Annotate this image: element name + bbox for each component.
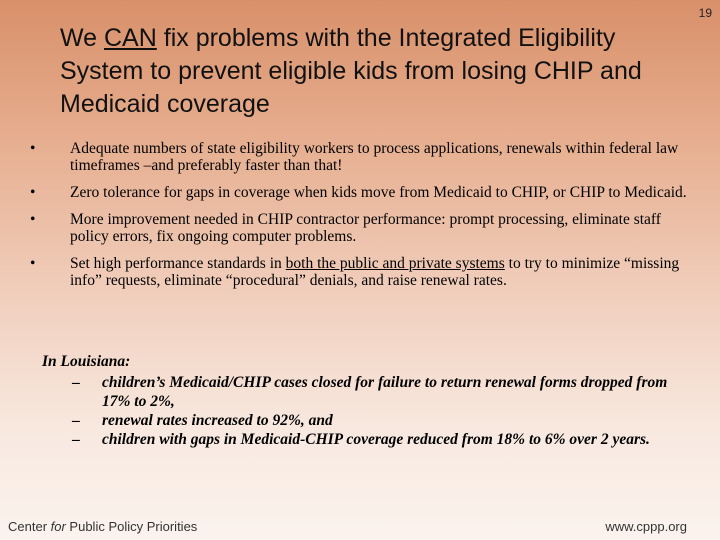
- title-part-2: fix problems with the Integrated Eligibility System to prevent eligible kids from losing CHIP and Medicaid coverage: [60, 24, 642, 118]
- title-emphasis: CAN: [104, 24, 157, 52]
- bullet-text: More improvement needed in CHIP contractor performance: prompt processing, eliminate staff policy errors, fix ongoing computer problems.: [70, 211, 661, 245]
- bullet-item: [28, 255, 688, 289]
- bullet-text-before: Set high performance standards in: [70, 255, 286, 272]
- bullet-text: Zero tolerance for gaps in coverage when kids move from Medicaid to CHIP, or CHIP to Medicaid.: [70, 184, 687, 201]
- bullet-text: [70, 255, 679, 289]
- footer-org-suffix: Public Policy Priorities: [65, 519, 198, 534]
- louisiana-list: [42, 373, 692, 449]
- louisiana-item-text: renewal rates increased to 92%, and: [102, 412, 333, 429]
- bullet-item: [28, 140, 688, 174]
- slide-title: [60, 22, 680, 121]
- page-number: 19: [698, 6, 712, 20]
- bullet-dot: •: [30, 184, 36, 201]
- bullet-dot: •: [30, 140, 36, 157]
- footer-organization: [8, 519, 197, 534]
- louisiana-heading: In Louisiana:: [42, 353, 131, 370]
- louisiana-item: [42, 411, 692, 430]
- louisiana-section: [42, 352, 692, 449]
- bullet-dot: •: [30, 255, 36, 272]
- dash-marker: –: [72, 374, 80, 391]
- louisiana-item-text: children’s Medicaid/CHIP cases closed for failure to return renewal forms dropped from 17% to 2%,: [102, 374, 668, 410]
- louisiana-item-text: children with gaps in Medicaid-CHIP coverage reduced from 18% to 6% over 2 years.: [102, 431, 650, 448]
- bullet-item: [28, 184, 688, 201]
- footer-url: www.cppp.org: [605, 519, 687, 534]
- footer-org-italic: for: [50, 519, 66, 534]
- bullet-text-after: to try to minimize “missing info” requests, eliminate “procedural” denials, and raise renewal rates.: [70, 255, 680, 289]
- dash-marker: –: [72, 431, 80, 448]
- bullet-item: [28, 211, 688, 245]
- title-part-1: We: [60, 24, 104, 52]
- bullet-dot: •: [30, 211, 36, 228]
- louisiana-item: [42, 373, 692, 411]
- bullet-text-underlined: both the public and private systems: [285, 255, 505, 272]
- footer-org-prefix: Center: [8, 519, 51, 534]
- dash-marker: –: [72, 412, 80, 429]
- bullet-text: Adequate numbers of state eligibility workers to process applications, renewals within federal law timeframes –and preferably faster than that!: [70, 140, 679, 174]
- bullet-list: [28, 140, 688, 299]
- louisiana-item: [42, 430, 692, 449]
